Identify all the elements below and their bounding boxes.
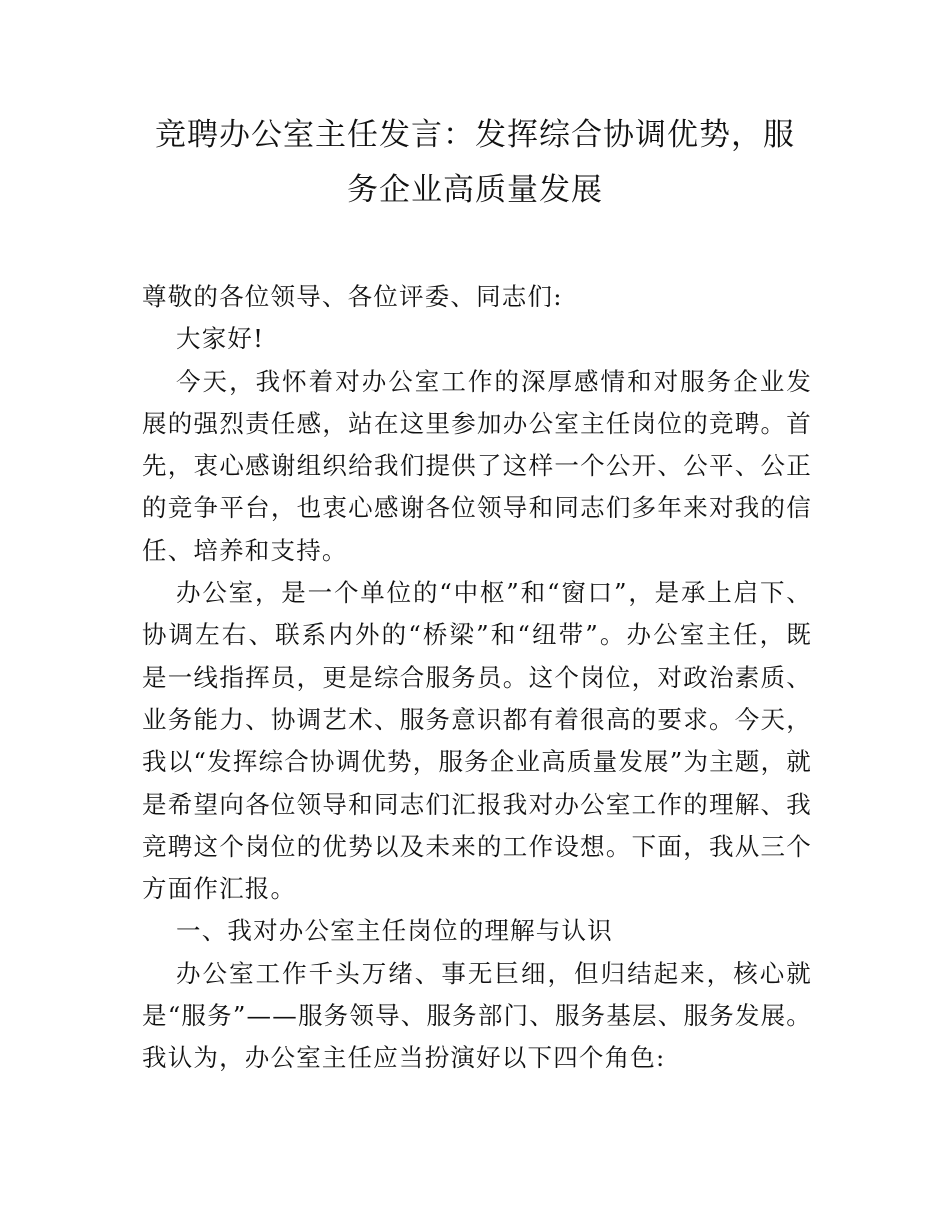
document-title: 竞聘办公室主任发言：发挥综合协调优势，服务企业高质量发展 [155, 117, 795, 208]
section-heading-1: 一、我对办公室主任岗位的理解与认识 [176, 916, 613, 946]
paragraph-greeting: 大家好! [176, 324, 265, 354]
paragraph-office-role: 办公室，是一个单位的“中枢”和“窗口”，是承上启下、协调左右、联系内外的“桥梁”和“纽带”。办公室主任，既是一线指挥员，更是综合服务员。这个岗位，对政治素质、业务能力、协调艺术、服务意识都有着很高的要求。今天，我以“发挥综合协调优势，服务企业高质量发展”为主题，就是希望向各位领导和同志们汇报我对办公室工作的理解、我竞聘这个岗位的优势以及未来的工作设想。下面，我从三个方面作汇报。 [142, 578, 812, 904]
paragraph-service-core: 办公室工作千头万绪、事无巨细，但归结起来，核心就是“服务”——服务领导、服务部门、服务基层、服务发展。我认为，办公室主任应当扮演好以下四个角色: [142, 958, 812, 1073]
paragraph-intro: 今天，我怀着对办公室工作的深厚感情和对服务企业发展的强烈责任感，站在这里参加办公室主任岗位的竞聘。首先，衷心感谢组织给我们提供了这样一个公开、公平、公正的竞争平台，也衷心感谢各位领导和同志们多年来对我的信任、培养和支持。 [142, 366, 812, 565]
salutation: 尊敬的各位领导、各位评委、同志们: [142, 282, 563, 311]
document-body [142, 276, 812, 1080]
